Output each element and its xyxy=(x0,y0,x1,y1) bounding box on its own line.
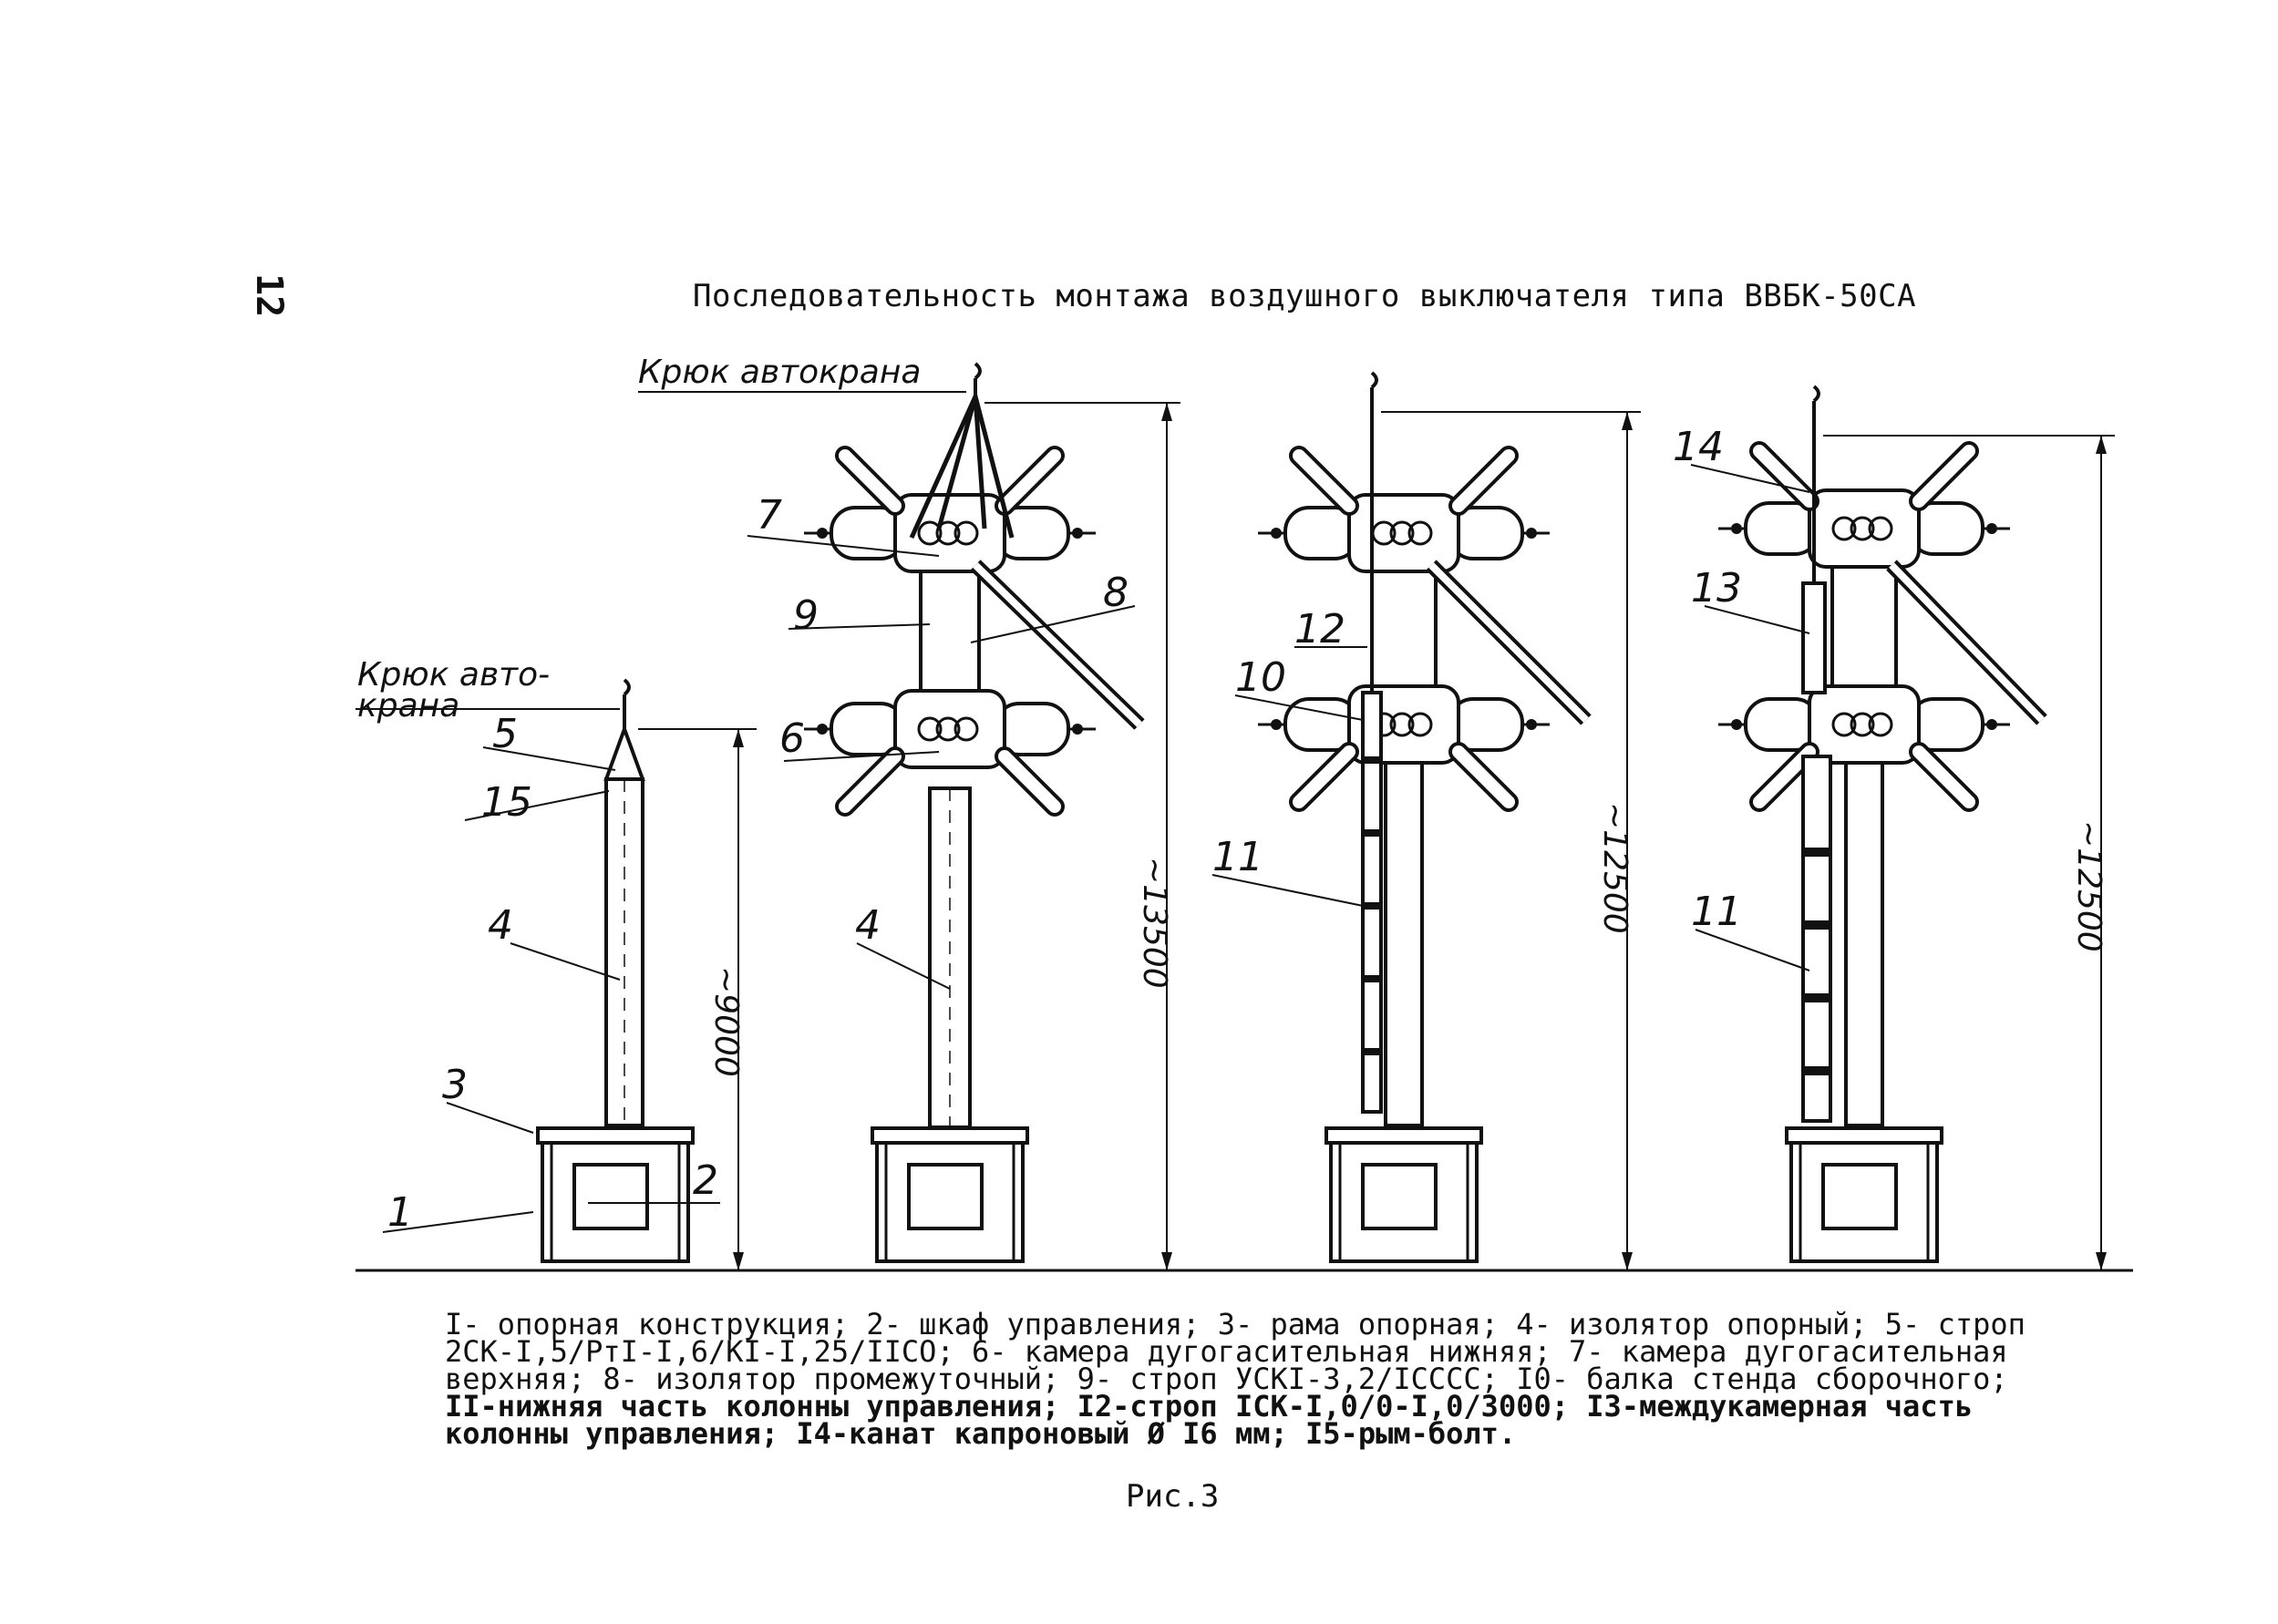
dim-12500-b: ~12500 xyxy=(2070,820,2108,952)
label-14: 14 xyxy=(1673,424,1724,470)
dim-12500-a: ~12500 xyxy=(1596,802,1634,934)
label-5: 5 xyxy=(492,711,518,757)
stage-4 xyxy=(1691,386,2115,1270)
label-2: 2 xyxy=(693,1157,718,1204)
label-13: 13 xyxy=(1691,565,1742,612)
label-hook-left-1: Крюк авто- xyxy=(357,656,551,694)
legend-line: колонны управления; I4-канат капроновый Ø I6 мм; I5-рым-болт. xyxy=(445,1416,1517,1451)
label-1: 1 xyxy=(387,1189,413,1236)
label-11b: 11 xyxy=(1691,889,1742,935)
label-8: 8 xyxy=(1103,570,1129,616)
legend-line: верхняя; 8- изолятор промежуточный; 9- строп УСКI-3,2/IСССС; I0- балка стенда сборочного; xyxy=(445,1362,2008,1396)
stage-3 xyxy=(1212,373,1641,1270)
legend-line: 2СК-I,5/РтI-I,6/КI-I,25/IIСО; 6- камера дугогасительная нижняя; 7- камера дугогасительная xyxy=(445,1334,2008,1369)
legend xyxy=(445,1307,2140,1451)
label-7: 7 xyxy=(757,492,782,539)
label-4a: 4 xyxy=(488,902,513,949)
stage-2 xyxy=(638,364,1180,1270)
legend-line: I- опорная конструкция; 2- шкаф управления; 3- рама опорная; 4- изолятор опорный; 5- строп xyxy=(445,1307,2025,1341)
label-11a: 11 xyxy=(1212,834,1263,880)
label-hook-left-2: крана xyxy=(357,687,460,725)
page-number: 12 xyxy=(248,273,290,318)
dim-13500: ~13500 xyxy=(1136,857,1173,989)
figure-caption: Рис.3 xyxy=(1126,1478,1220,1515)
dim-9000: ~9000 xyxy=(707,966,745,1077)
label-hook-top: Крюк автокрана xyxy=(638,354,922,391)
page-title: Последовательность монтажа воздушного выключателя типа ВВБК-50СА xyxy=(693,278,1917,314)
label-3: 3 xyxy=(442,1062,468,1108)
label-9: 9 xyxy=(793,592,819,639)
label-12: 12 xyxy=(1294,606,1345,653)
label-15: 15 xyxy=(481,779,532,826)
label-4b: 4 xyxy=(855,902,881,949)
label-6: 6 xyxy=(779,715,805,762)
legend-line: II-нижняя часть колонны управления; I2-строп IСК-I,0/0-I,0/3000; I3-междукамерная часть xyxy=(445,1389,1974,1424)
label-10: 10 xyxy=(1235,654,1286,701)
